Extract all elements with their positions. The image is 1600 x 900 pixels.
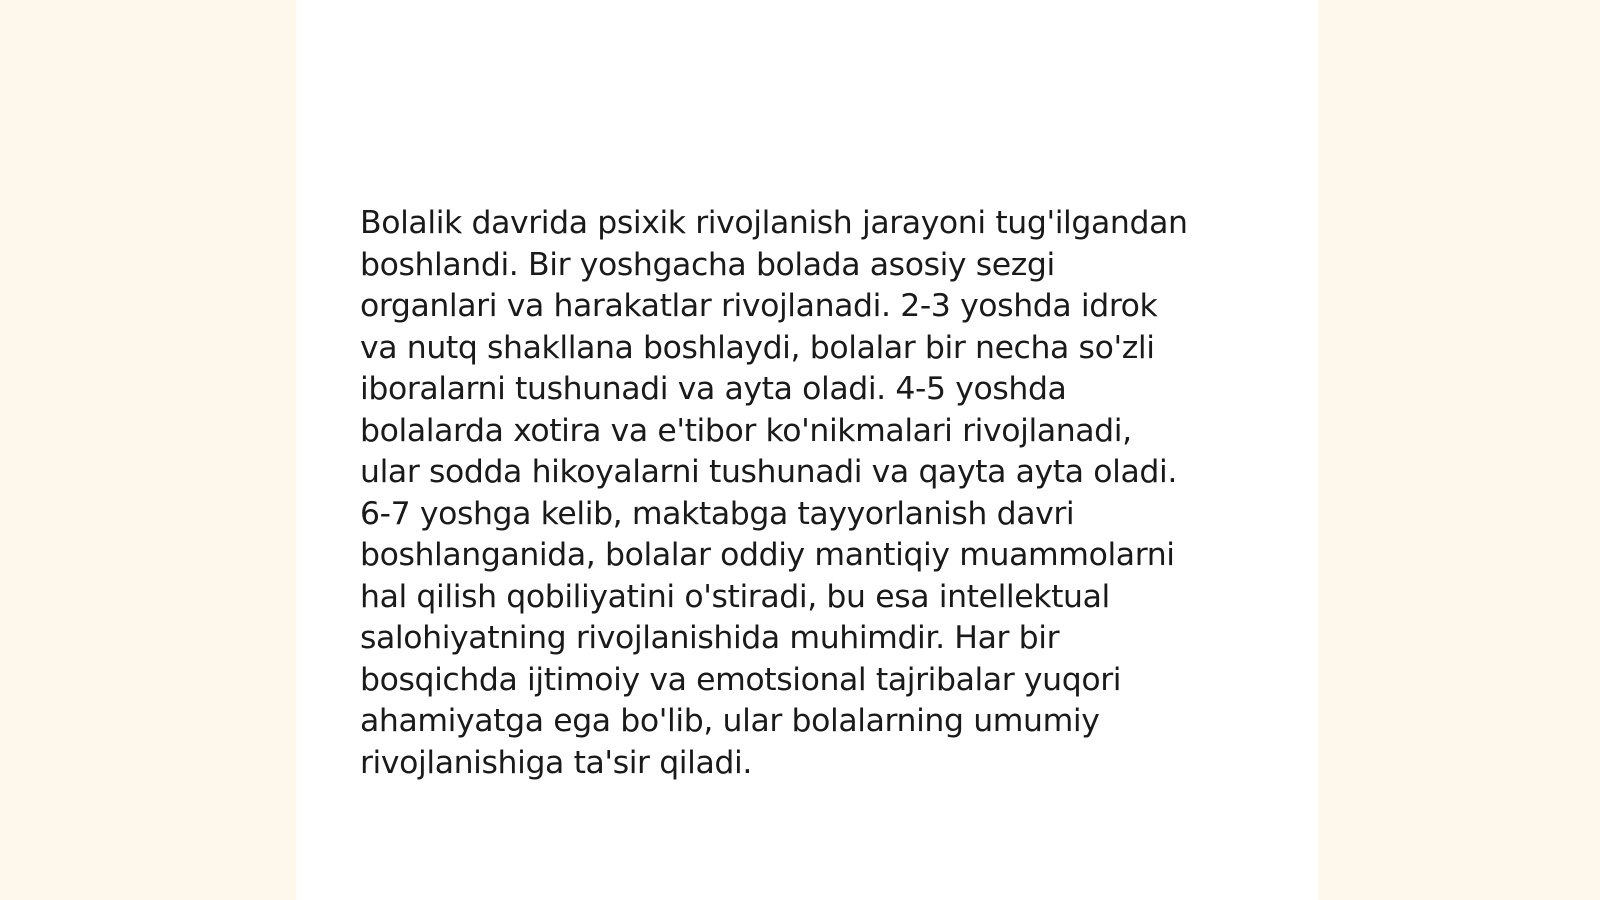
paragraph-line: iboralarni tushunadi va ayta oladi. 4-5 yoshda	[360, 371, 1067, 407]
paragraph-line: organlari va harakatlar rivojlanadi. 2-3 yoshda idrok	[360, 288, 1158, 324]
paragraph-line: bolalarda xotira va e'tibor ko'nikmalari rivojlanadi,	[360, 412, 1132, 449]
document-page	[296, 0, 1318, 900]
paragraph-line: boshlanganida, bolalar oddiy mantiqiy muammolarni	[360, 537, 1175, 573]
paragraph-line: bosqichda ijtimoiy va emotsional tajribalar yuqori	[360, 661, 1122, 698]
paragraph-line: hal qilish qobiliyatini o'stiradi, bu esa intellektual	[360, 578, 1110, 615]
paragraph-line: salohiyatning rivojlanishida muhimdir. Har bir	[360, 620, 1060, 656]
paragraph-line: ular sodda hikoyalarni tushunadi va qayta ayta oladi.	[360, 454, 1177, 490]
paragraph-line: va nutq shakllana boshlaydi, bolalar bir necha so'zli	[360, 329, 1155, 366]
body-paragraph	[360, 203, 1250, 784]
paragraph-line: ahamiyatga ega bo'lib, ular bolalarning umumiy	[360, 703, 1100, 739]
paragraph-line: Bolalik davrida psixik rivojlanish jarayoni tug'ilgandan	[360, 205, 1188, 241]
paragraph-line: 6-7 yoshga kelib, maktabga tayyorlanish davri	[360, 495, 1075, 532]
paragraph-line: rivojlanishiga ta'sir qiladi.	[360, 744, 752, 781]
paragraph-line: boshlandi. Bir yoshgacha bolada asosiy sezgi	[360, 246, 1055, 283]
